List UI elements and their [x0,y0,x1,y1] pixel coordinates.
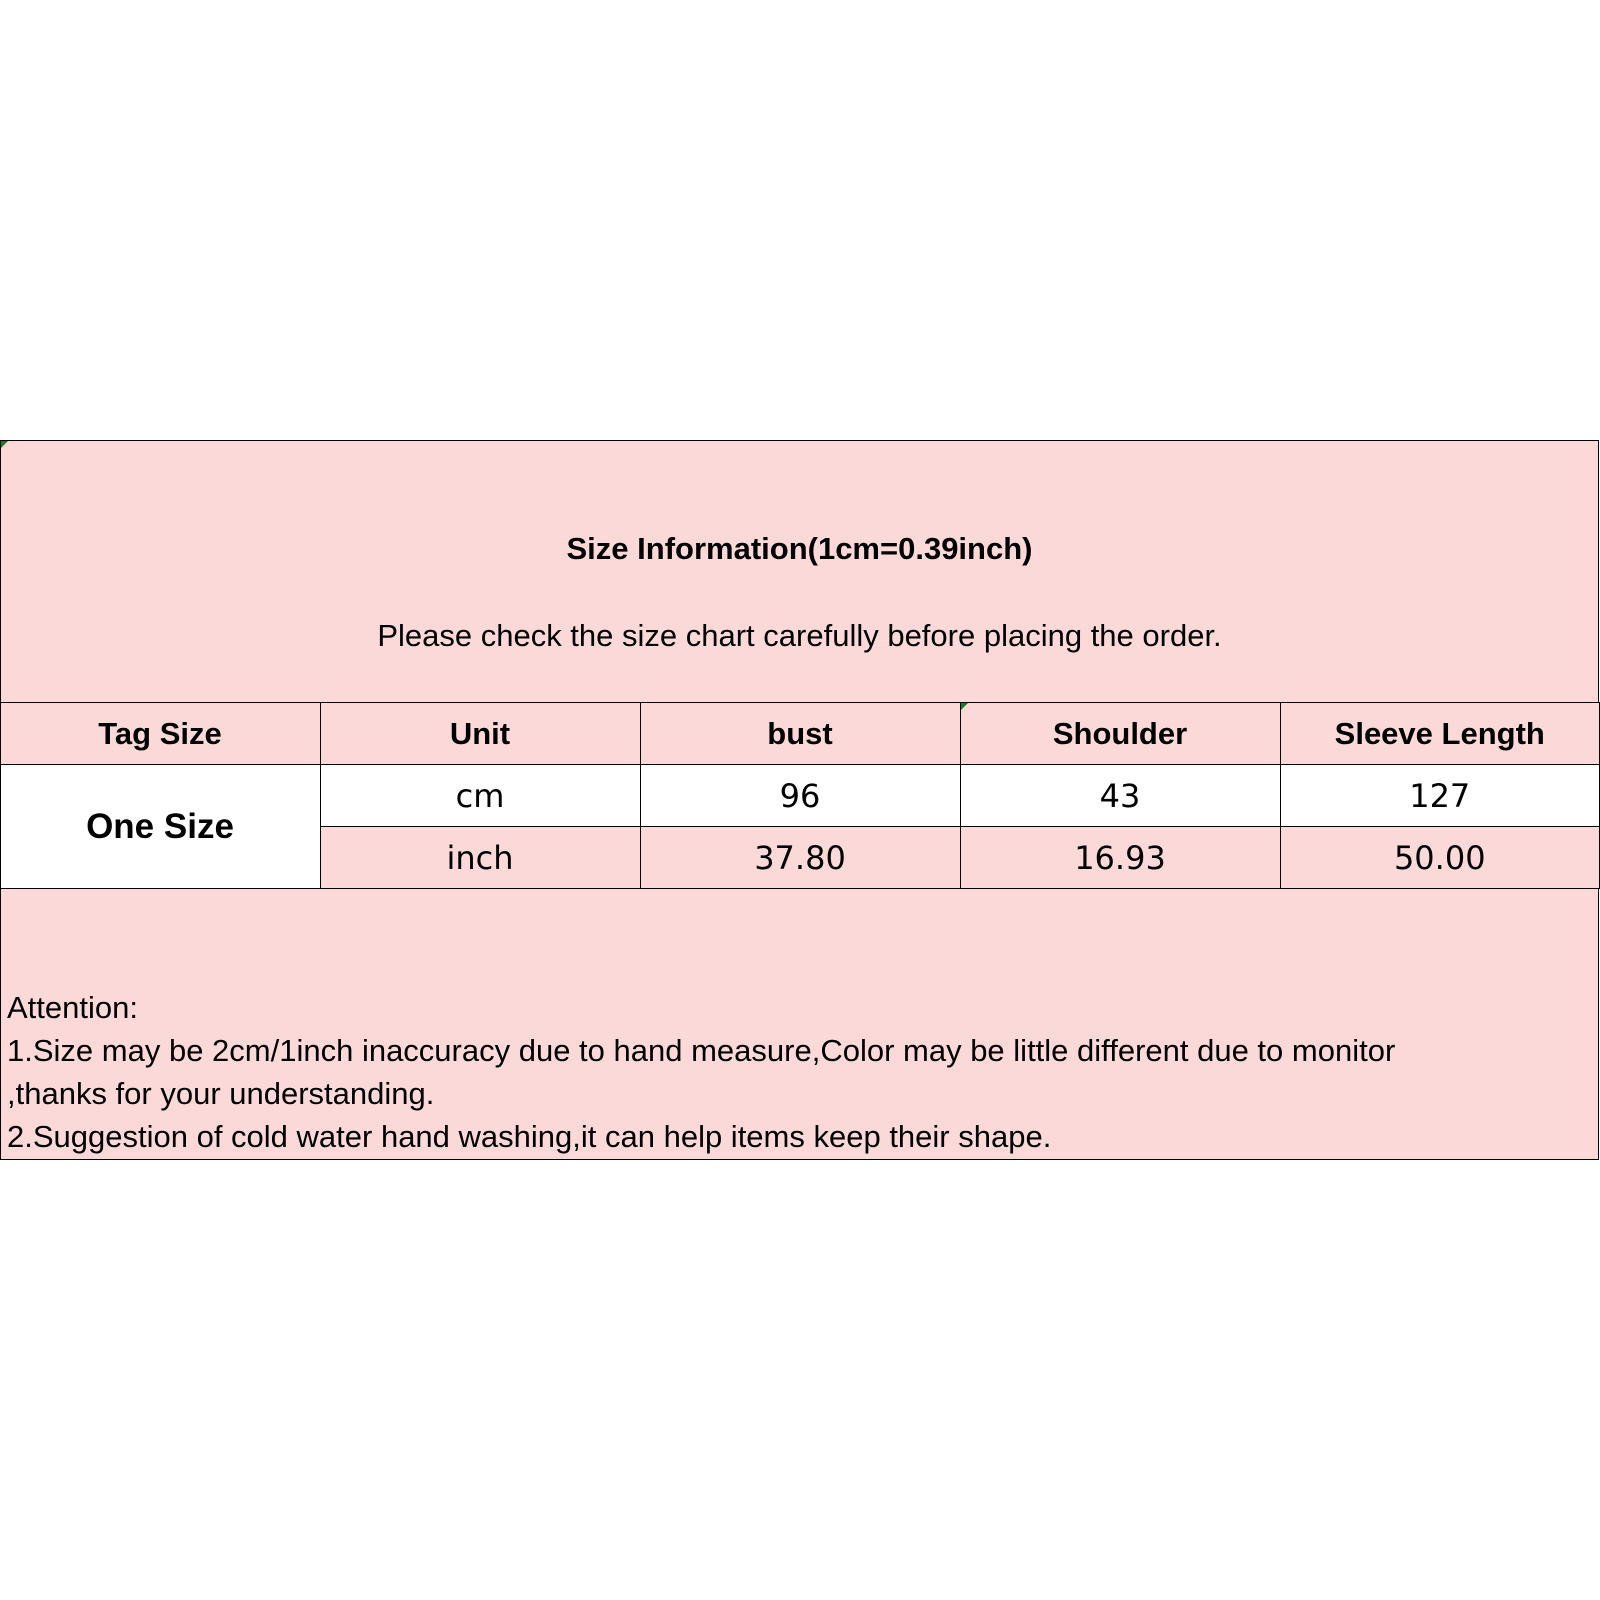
table-header-row [0,703,1600,765]
shoulder-cell: 16.93 [960,827,1280,889]
unit-cell: inch [320,827,640,889]
header-sleeve-length: Sleeve Length [1280,703,1600,765]
attention-line-2: ,thanks for your understanding. [7,1076,435,1111]
size-table [0,702,1600,889]
title-block [1,441,1598,702]
header-shoulder-label: Shoulder [1052,715,1188,751]
size-chart-notice: Please check the size chart carefully before placing the order. [377,618,1222,653]
header-bust: bust [640,703,960,765]
header-shoulder [960,703,1280,765]
shoulder-cell: 43 [960,765,1280,827]
header-unit: Unit [320,703,640,765]
sleeve-length-cell: 50.00 [1280,827,1600,889]
attention-line-3: 2.Suggestion of cold water hand washing,it can help items keep their shape. [7,1119,1052,1154]
tag-size-cell: One Size [0,765,320,889]
attention-notes [7,986,1395,1158]
size-chart-sheet [0,440,1599,1160]
bust-cell: 37.80 [640,827,960,889]
attention-heading: Attention: [7,990,138,1025]
cell-corner-marker [961,703,968,710]
size-info-title: Size Information(1cm=0.39inch) [566,531,1033,566]
bust-cell: 96 [640,765,960,827]
unit-cell: cm [320,765,640,827]
attention-line-1: 1.Size may be 2cm/1inch inaccuracy due to hand measure,Color may be little different due to monitor [7,1033,1396,1068]
header-tag-size: Tag Size [0,703,320,765]
table-row [0,765,1600,827]
sleeve-length-cell: 127 [1280,765,1600,827]
